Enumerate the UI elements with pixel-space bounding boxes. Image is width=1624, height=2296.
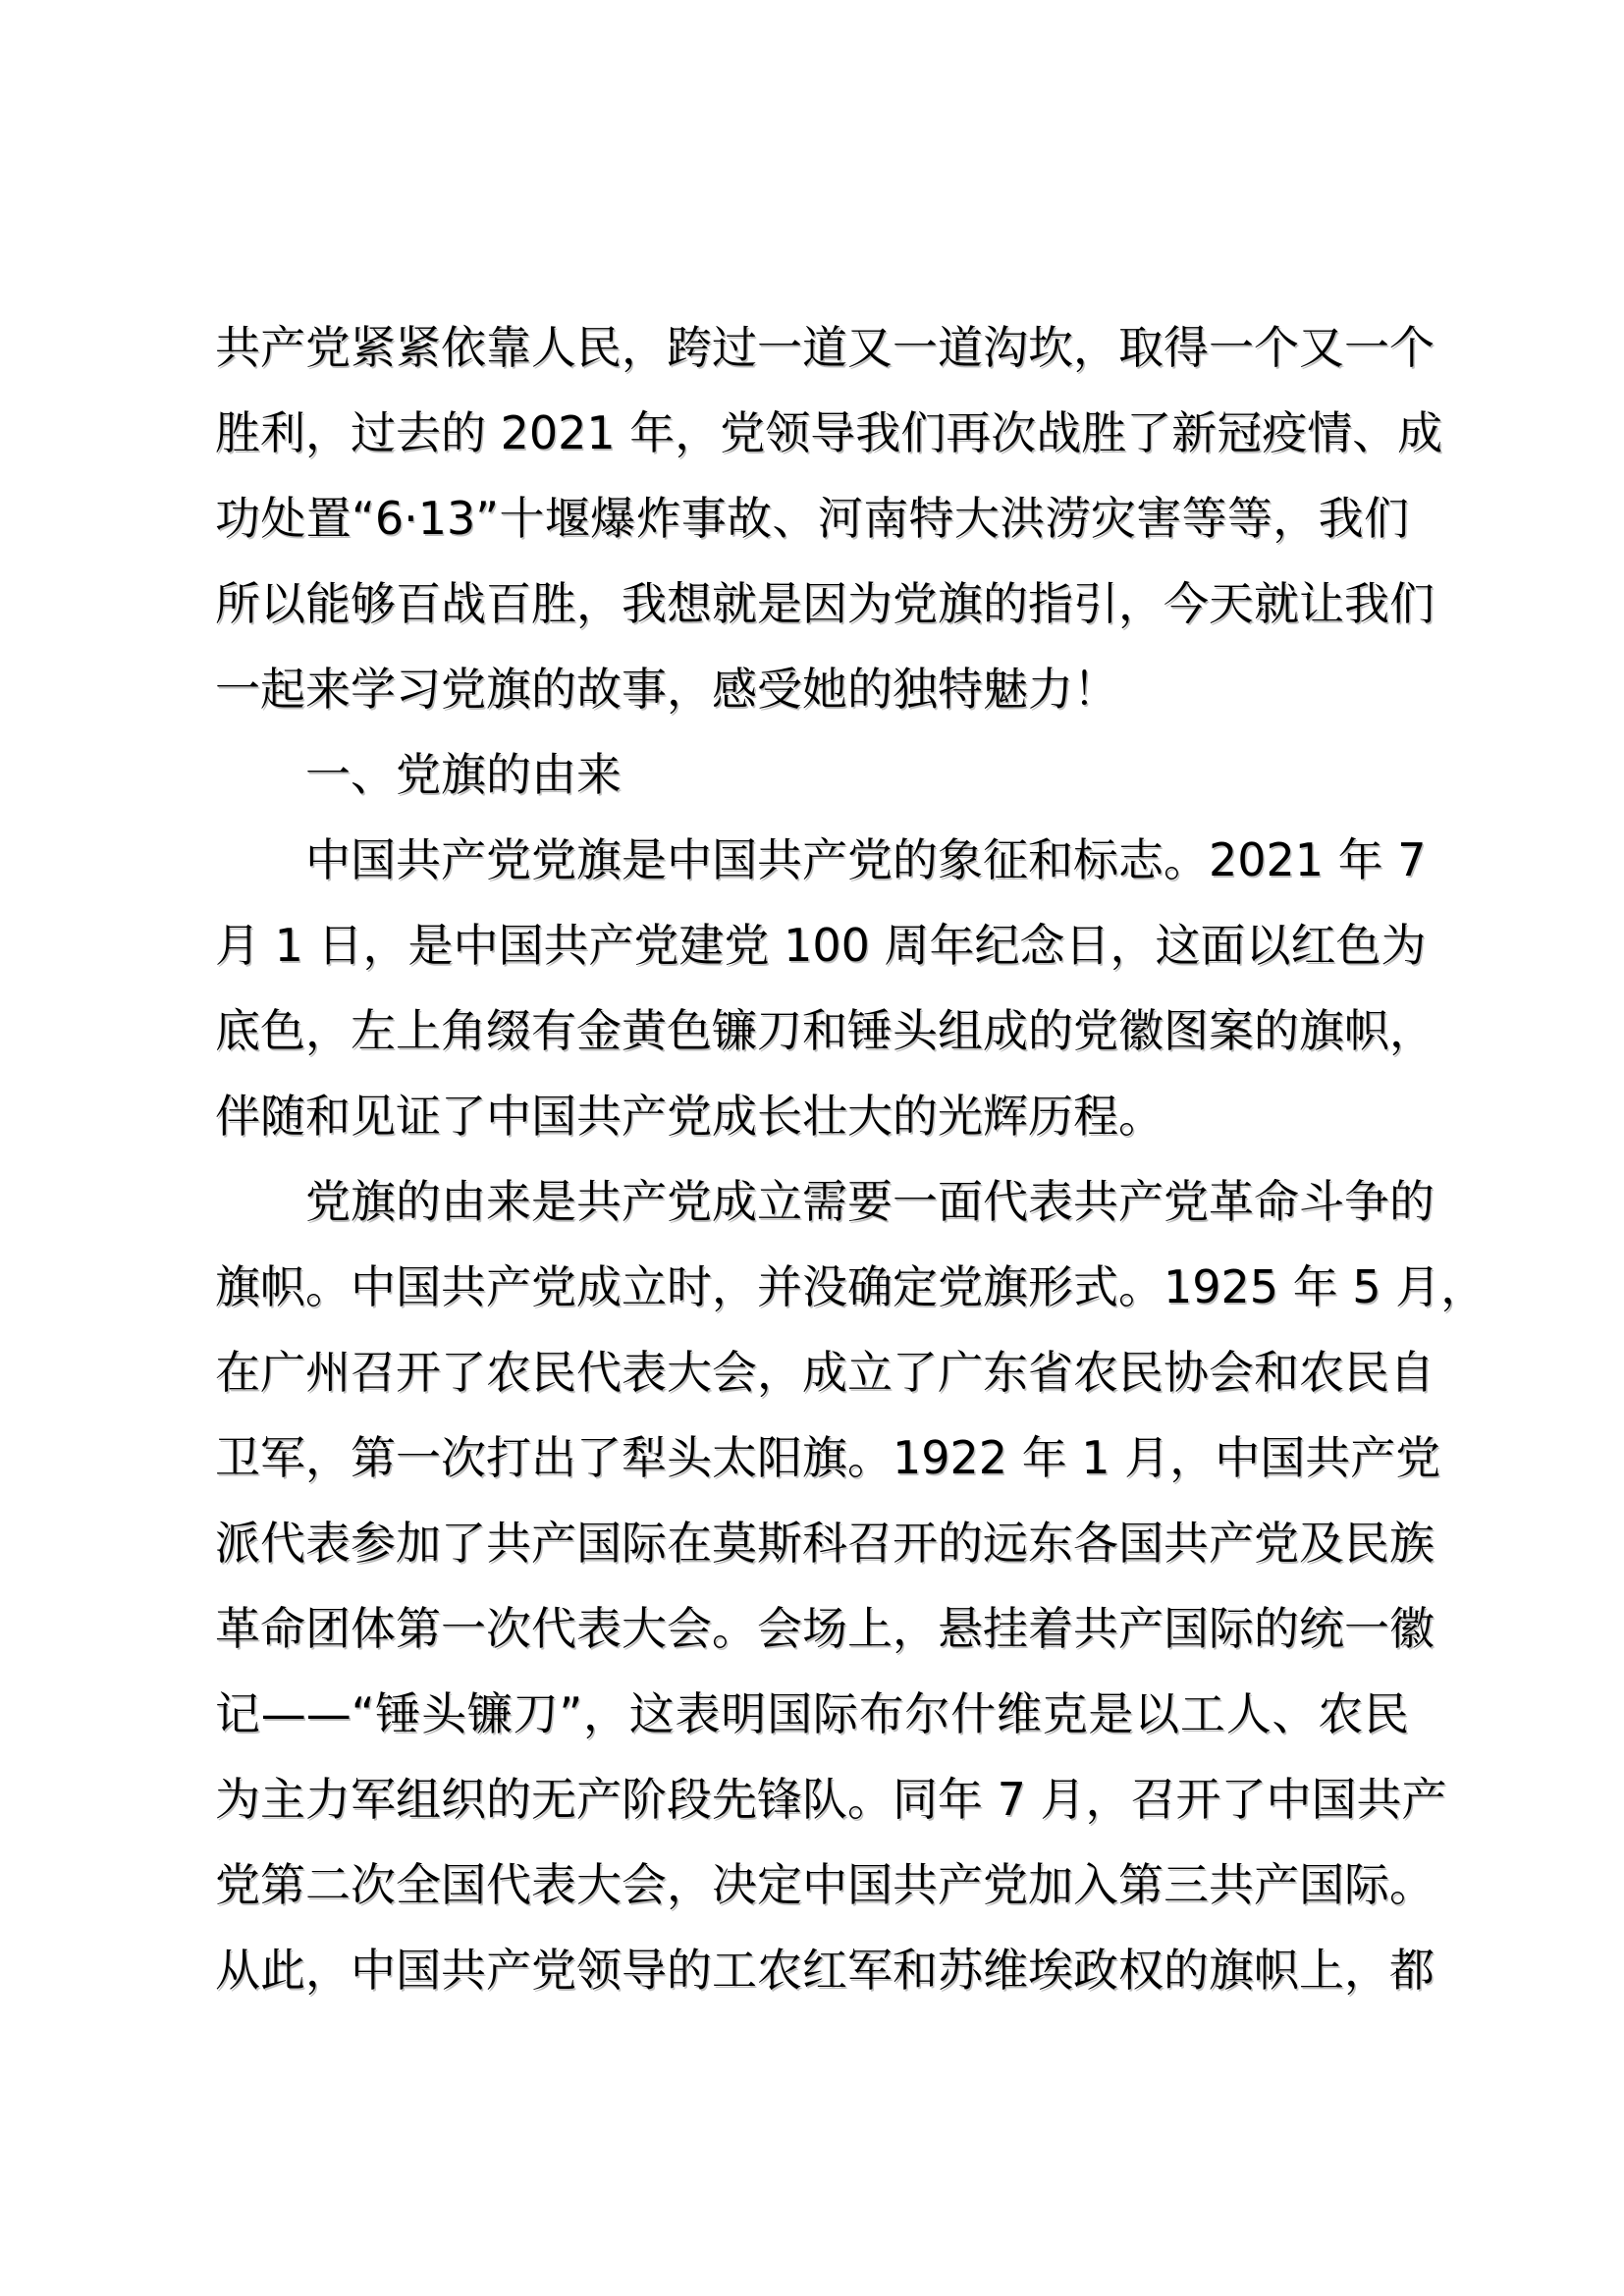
- section-heading: 一、党旗的由来: [305, 748, 622, 801]
- text-line: 革命团体第一次代表大会。会场上，悬挂着共产国际的统一徽: [215, 1602, 1435, 1655]
- text-line: 底色，左上角缀有金黄色镰刀和锤头组成的党徽图案的旗帜，: [215, 1004, 1435, 1057]
- text-line: 一起来学习党旗的故事，感受她的独特魅力！: [215, 663, 1118, 716]
- text-line: 中国共产党党旗是中国共产党的象征和标志。2021 年 7: [305, 833, 1427, 886]
- text-line: 胜利，过去的 2021 年，党领导我们再次战胜了新冠疫情、成: [215, 406, 1443, 459]
- text-line: 月 1 日，是中国共产党建党 100 周年纪念日，这面以红色为: [215, 919, 1427, 972]
- text-line: 所以能够百战百胜，我想就是因为党旗的指引，今天就让我们: [215, 577, 1435, 630]
- text-line: 共产党紧紧依靠人民，跨过一道又一道沟坎，取得一个又一个: [215, 321, 1435, 374]
- text-line: 在广州召开了农民代表大会，成立了广东省农民协会和农民自: [215, 1346, 1435, 1399]
- document-body: [215, 305, 1487, 2013]
- text-line: 卫军，第一次打出了犁头太阳旗。1922 年 1 月，中国共产党: [215, 1431, 1441, 1484]
- text-line: 伴随和见证了中国共产党成长壮大的光辉历程。: [215, 1090, 1164, 1143]
- text-line: 记——“锤头镰刀”，这表明国际布尔什维克是以工人、农民: [215, 1687, 1409, 1740]
- text-line: 派代表参加了共产国际在莫斯科召开的远东各国共产党及民族: [215, 1517, 1435, 1570]
- text-line: 党旗的由来是共产党成立需要一面代表共产党革命斗争的: [305, 1175, 1435, 1228]
- text-line: 旗帜。中国共产党成立时，并没确定党旗形式。1925 年 5 月，: [215, 1260, 1487, 1313]
- text-line: 功处置“6·13”十堰爆炸事故、河南特大洪涝灾害等等，我们: [215, 492, 1409, 545]
- text-line: 从此，中国共产党领导的工农红军和苏维埃政权的旗帜上，都: [215, 1944, 1435, 1997]
- text-line: 为主力军组织的无产阶段先锋队。同年 7 月，召开了中国共产: [215, 1773, 1447, 1826]
- text-line: 党第二次全国代表大会，决定中国共产党加入第三共产国际。: [215, 1858, 1435, 1911]
